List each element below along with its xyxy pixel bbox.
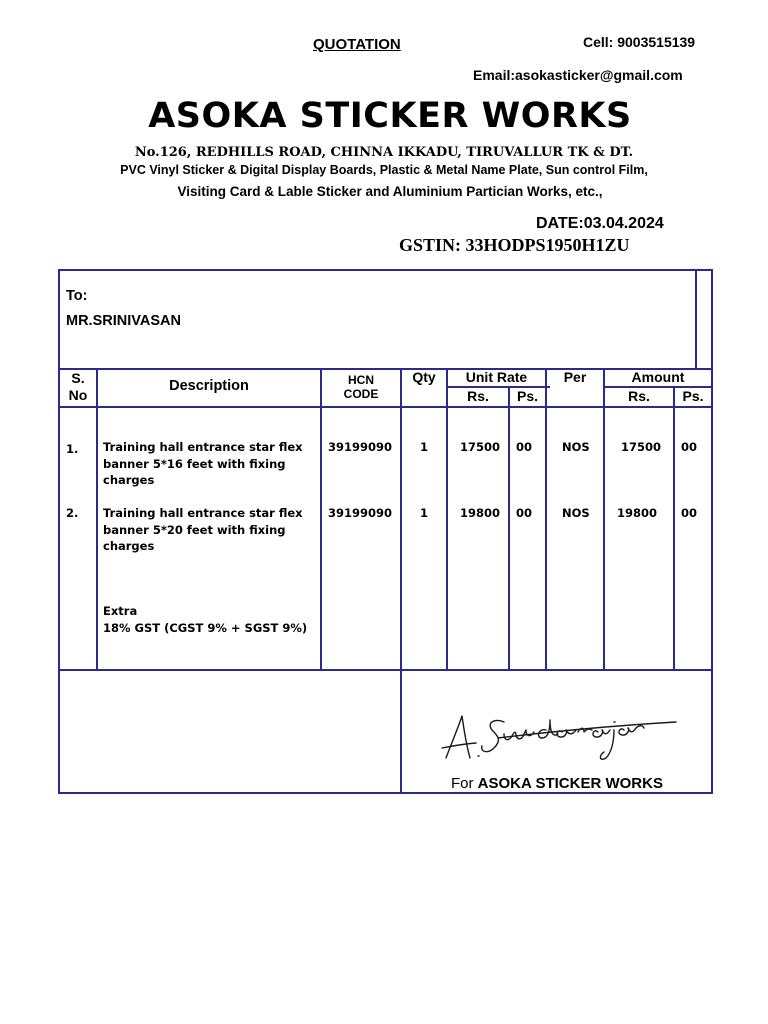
for-company-line: [451, 775, 663, 792]
row-rate-ps: 00: [516, 506, 533, 520]
row-per: NOS: [562, 440, 590, 454]
header-amount: Amount: [631, 369, 685, 385]
col-line-per: [603, 368, 605, 670]
row-description-line: Training hall entrance star flex: [103, 506, 303, 520]
header-hcn-line-2: CODE: [343, 387, 379, 401]
services-line-1: PVC Vinyl Sticker & Digital Display Boards, Plastic & Metal Name Plate, Sun control Film,: [120, 163, 648, 177]
row-description-line: charges: [103, 539, 155, 553]
row-hcn-code: 39199090: [328, 506, 393, 520]
services-line-2: Visiting Card & Lable Sticker and Aluminium Partician Works, etc.,: [177, 184, 603, 199]
col-line-sno: [96, 368, 98, 670]
row-per: NOS: [562, 506, 590, 520]
for-prefix: For: [451, 775, 478, 792]
header-amount-rs: Rs.: [628, 388, 650, 404]
col-line-hcn: [400, 368, 402, 794]
row-rate-rs: 19800: [460, 506, 501, 520]
row-amount-ps: 00: [681, 440, 698, 454]
row-description-line: Training hall entrance star flex: [103, 440, 303, 454]
cell-number: Cell: 9003515139: [583, 34, 696, 50]
row-description-line: charges: [103, 473, 155, 487]
row-description-line: banner 5*20 feet with fixing: [103, 522, 286, 537]
header-bottom-line: [58, 406, 713, 408]
header-qty: Qty: [412, 369, 436, 385]
gstin-number: GSTIN: 33HODPS1950H1ZU: [399, 235, 630, 255]
company-address: No.126, REDHILLS ROAD, CHINNA IKKADU, TIRUVALLUR TK & DT.: [134, 145, 634, 160]
header-sno-line-1: S.: [71, 370, 85, 386]
header-amount-ps: Ps.: [682, 388, 704, 404]
table-border-left: [58, 269, 60, 794]
table-border-top: [58, 269, 713, 271]
header-hcn-line-1: HCN: [348, 373, 374, 387]
row-description: [103, 505, 303, 555]
document-title: QUOTATION: [313, 36, 401, 53]
email-address: Email:asokasticker@gmail.com: [473, 67, 683, 83]
row-sno: 1.: [66, 442, 79, 456]
row-amount-rs: 17500: [621, 440, 662, 454]
table-border-bottom: [58, 792, 713, 794]
recipient-name: MR.SRINIVASAN: [66, 313, 181, 329]
header-per: Per: [563, 369, 587, 385]
col-line-amount-split: [673, 386, 675, 670]
row-rate-rs: 17500: [460, 440, 501, 454]
header-rate-rs: Rs.: [467, 388, 489, 404]
row-qty: 1: [420, 440, 429, 454]
recipient-label: To:: [66, 288, 88, 304]
col-line-rate: [545, 368, 547, 670]
signature-image: [438, 700, 688, 770]
row-hcn-code: 39199090: [328, 440, 393, 454]
row-rate-ps: 00: [516, 440, 533, 454]
col-line-desc: [320, 368, 322, 670]
col-line-qty: [446, 368, 448, 670]
extra-gst-note: [103, 603, 307, 636]
body-bottom-line: [58, 669, 713, 671]
header-hcn-code: [322, 373, 400, 401]
row-qty: 1: [420, 506, 429, 520]
row-amount-ps: 00: [681, 506, 698, 520]
extra-label: Extra: [103, 604, 138, 618]
row-amount-rs: 19800: [617, 506, 658, 520]
header-sno-line-2: No: [68, 387, 88, 403]
header-rate-ps: Ps.: [516, 388, 538, 404]
header-description: Description: [169, 378, 249, 394]
row-description: [103, 439, 303, 489]
col-line-rate-split: [508, 386, 510, 670]
header-sno: [60, 370, 96, 404]
row-description-line: banner 5*16 feet with fixing: [103, 456, 286, 471]
header-unit-rate: Unit Rate: [465, 369, 528, 385]
table-border-inner-right: [695, 269, 697, 369]
table-border-right: [711, 269, 713, 794]
for-company-name: ASOKA STICKER WORKS: [477, 775, 663, 792]
quotation-date: DATE:03.04.2024: [536, 215, 664, 232]
gst-breakdown: 18% GST (CGST 9% + SGST 9%): [103, 620, 308, 635]
company-name: ASOKA STICKER WORKS: [148, 96, 632, 136]
row-sno: 2.: [66, 506, 79, 520]
